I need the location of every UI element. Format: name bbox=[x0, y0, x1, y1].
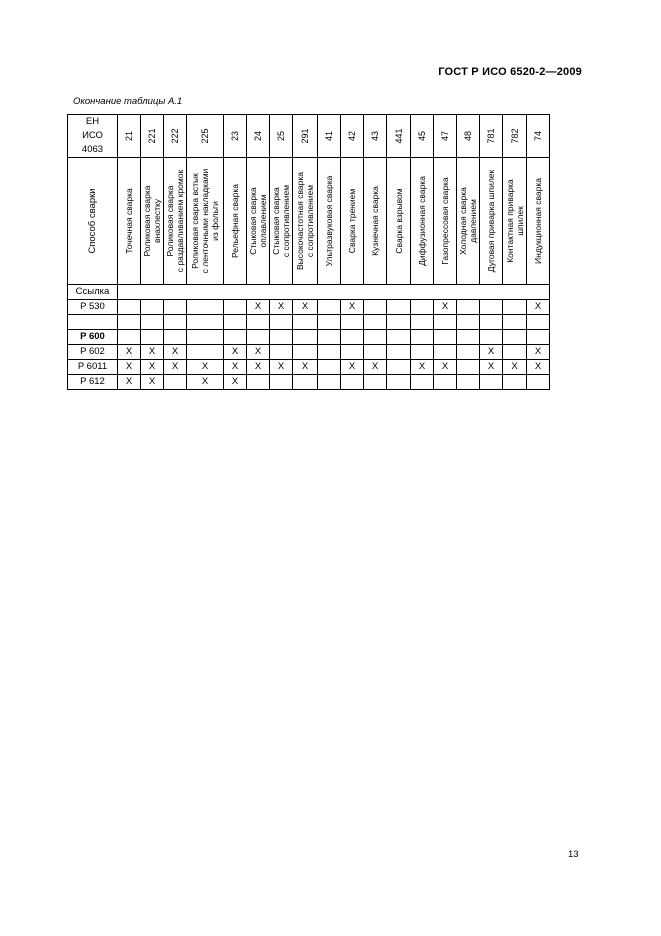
process-name-cell bbox=[293, 158, 318, 285]
mark-cell bbox=[318, 300, 341, 315]
process-code-cell bbox=[247, 115, 270, 158]
mark-cell bbox=[364, 315, 387, 330]
mark-cell bbox=[480, 315, 503, 330]
process-code-cell bbox=[527, 115, 550, 158]
mark-cell: X bbox=[503, 360, 527, 375]
mark-cell bbox=[411, 315, 434, 330]
mark-cell bbox=[270, 345, 293, 360]
mark-cell bbox=[457, 300, 480, 315]
mark-cell bbox=[318, 375, 341, 390]
table-row bbox=[68, 300, 550, 315]
mark-cell bbox=[364, 330, 387, 345]
process-code: 24 bbox=[253, 130, 263, 142]
header-row-processes bbox=[68, 158, 550, 285]
mark-cell bbox=[527, 375, 550, 390]
mark-cell bbox=[341, 315, 364, 330]
table-row bbox=[68, 315, 550, 330]
mark-cell bbox=[318, 330, 341, 345]
row-label: P 600 bbox=[68, 330, 118, 345]
mark-cell bbox=[480, 300, 503, 315]
mark-cell bbox=[503, 300, 527, 315]
mark-cell bbox=[341, 345, 364, 360]
table-row bbox=[68, 360, 550, 375]
row-label bbox=[68, 315, 118, 330]
process-code-cell bbox=[293, 115, 318, 158]
mark-cell: X bbox=[141, 360, 164, 375]
mark-cell bbox=[480, 375, 503, 390]
mark-cell bbox=[503, 315, 527, 330]
process-name: Диффузионная сварка bbox=[417, 176, 427, 266]
mark-cell bbox=[387, 315, 411, 330]
process-code: 45 bbox=[417, 130, 427, 142]
mark-cell bbox=[164, 375, 187, 390]
process-name-cell bbox=[247, 158, 270, 285]
mark-cell bbox=[503, 345, 527, 360]
process-code-cell bbox=[224, 115, 247, 158]
mark-cell: X bbox=[187, 375, 224, 390]
table-row bbox=[68, 375, 550, 390]
mark-cell bbox=[387, 375, 411, 390]
process-code-cell bbox=[480, 115, 503, 158]
mark-cell bbox=[457, 330, 480, 345]
process-name-cell bbox=[457, 158, 480, 285]
mark-cell bbox=[187, 315, 224, 330]
process-code-cell bbox=[270, 115, 293, 158]
process-code-cell bbox=[387, 115, 411, 158]
process-name: Точечная сварка bbox=[124, 188, 134, 254]
mark-cell bbox=[411, 300, 434, 315]
mark-cell bbox=[141, 315, 164, 330]
mark-cell bbox=[364, 300, 387, 315]
process-code: 291 bbox=[300, 128, 310, 144]
mark-cell bbox=[247, 315, 270, 330]
mark-cell: X bbox=[434, 300, 457, 315]
process-name-cell bbox=[270, 158, 293, 285]
process-code-cell bbox=[434, 115, 457, 158]
process-code: 74 bbox=[533, 130, 543, 142]
mark-cell bbox=[141, 330, 164, 345]
mark-cell bbox=[434, 315, 457, 330]
reference-label: Ссылка bbox=[68, 285, 118, 300]
mark-cell: X bbox=[141, 375, 164, 390]
process-code-cell bbox=[411, 115, 434, 158]
mark-cell bbox=[457, 360, 480, 375]
row-label: P 530 bbox=[68, 300, 118, 315]
mark-cell bbox=[187, 300, 224, 315]
mark-cell: X bbox=[527, 300, 550, 315]
reference-span-cell bbox=[118, 285, 550, 300]
process-code: 48 bbox=[463, 130, 473, 142]
mark-cell: X bbox=[293, 300, 318, 315]
mark-cell: X bbox=[224, 345, 247, 360]
process-name-cell bbox=[411, 158, 434, 285]
process-name: Контактная приварка шпилек bbox=[504, 179, 525, 263]
process-name: Рельефная сварка bbox=[230, 184, 240, 258]
mark-cell bbox=[527, 330, 550, 345]
mark-cell bbox=[411, 330, 434, 345]
mark-cell: X bbox=[247, 300, 270, 315]
process-name: Газопрессовая сварка bbox=[440, 177, 450, 265]
mark-cell bbox=[293, 330, 318, 345]
process-code: 782 bbox=[509, 128, 520, 144]
mark-cell bbox=[318, 360, 341, 375]
table-row bbox=[68, 345, 550, 360]
process-code: 221 bbox=[147, 128, 157, 144]
mark-cell bbox=[341, 330, 364, 345]
mark-cell bbox=[503, 375, 527, 390]
welding-process-table bbox=[67, 114, 550, 390]
process-name-cell bbox=[224, 158, 247, 285]
mark-cell bbox=[224, 330, 247, 345]
process-name: Кузнечная сварка bbox=[370, 186, 380, 256]
document-header: ГОСТ Р ИСО 6520-2—2009 bbox=[438, 66, 582, 78]
method-label-cell bbox=[68, 158, 118, 285]
process-name-cell bbox=[187, 158, 224, 285]
process-name-cell bbox=[503, 158, 527, 285]
mark-cell: X bbox=[341, 300, 364, 315]
mark-cell bbox=[164, 330, 187, 345]
process-code: 225 bbox=[200, 128, 210, 144]
mark-cell bbox=[457, 375, 480, 390]
mark-cell: X bbox=[118, 360, 141, 375]
process-name: Холодная сварка давлением bbox=[458, 187, 478, 255]
process-code-cell bbox=[364, 115, 387, 158]
mark-cell: X bbox=[480, 345, 503, 360]
mark-cell: X bbox=[118, 375, 141, 390]
process-name: Сварка трением bbox=[347, 188, 357, 254]
process-name: Роликовая сварка встык с ленточными накладками из фольги bbox=[190, 168, 220, 274]
process-code: 21 bbox=[124, 130, 134, 142]
process-name-cell bbox=[141, 158, 164, 285]
mark-cell bbox=[187, 345, 224, 360]
mark-cell bbox=[118, 300, 141, 315]
page-number: 13 bbox=[568, 849, 579, 860]
reference-row bbox=[68, 285, 550, 300]
process-name-cell bbox=[434, 158, 457, 285]
table-row bbox=[68, 330, 550, 345]
process-code: 25 bbox=[276, 130, 286, 142]
process-name: Роликовая сварка с раздавливанием кромок bbox=[165, 169, 185, 273]
process-name-cell bbox=[164, 158, 187, 285]
mark-cell: X bbox=[247, 360, 270, 375]
mark-cell bbox=[387, 300, 411, 315]
mark-cell bbox=[247, 330, 270, 345]
mark-cell bbox=[224, 300, 247, 315]
mark-cell: X bbox=[164, 360, 187, 375]
process-name: Индукционная сварка bbox=[533, 178, 543, 264]
mark-cell bbox=[411, 345, 434, 360]
mark-cell bbox=[480, 330, 503, 345]
process-code-cell bbox=[187, 115, 224, 158]
mark-cell bbox=[434, 330, 457, 345]
mark-cell: X bbox=[411, 360, 434, 375]
process-name: Ультразвуковая сварка bbox=[324, 175, 334, 267]
row-label: P 602 bbox=[68, 345, 118, 360]
mark-cell bbox=[318, 315, 341, 330]
mark-cell bbox=[341, 375, 364, 390]
mark-cell bbox=[293, 345, 318, 360]
process-code-cell bbox=[118, 115, 141, 158]
mark-cell: X bbox=[527, 360, 550, 375]
mark-cell bbox=[318, 345, 341, 360]
mark-cell: X bbox=[164, 345, 187, 360]
process-name-cell bbox=[318, 158, 341, 285]
process-name-cell bbox=[387, 158, 411, 285]
mark-cell: X bbox=[270, 360, 293, 375]
mark-cell bbox=[293, 375, 318, 390]
process-code: 47 bbox=[440, 130, 450, 142]
mark-cell bbox=[270, 375, 293, 390]
mark-cell bbox=[434, 345, 457, 360]
mark-cell bbox=[387, 360, 411, 375]
method-label: Способ сварки bbox=[86, 188, 98, 254]
process-name-cell bbox=[364, 158, 387, 285]
mark-cell bbox=[364, 375, 387, 390]
mark-cell bbox=[411, 375, 434, 390]
process-name: Дуговая приварка шпилек bbox=[486, 169, 496, 273]
process-code: 23 bbox=[230, 130, 240, 142]
mark-cell: X bbox=[341, 360, 364, 375]
mark-cell bbox=[247, 375, 270, 390]
mark-cell: X bbox=[527, 345, 550, 360]
mark-cell: X bbox=[434, 360, 457, 375]
row-label: P 612 bbox=[68, 375, 118, 390]
mark-cell bbox=[457, 315, 480, 330]
process-code: 222 bbox=[170, 128, 180, 144]
mark-cell: X bbox=[187, 360, 224, 375]
mark-cell bbox=[527, 315, 550, 330]
mark-cell: X bbox=[224, 375, 247, 390]
row-label: P 6011 bbox=[68, 360, 118, 375]
process-code-cell bbox=[341, 115, 364, 158]
mark-cell bbox=[293, 315, 318, 330]
mark-cell bbox=[164, 300, 187, 315]
mark-cell: X bbox=[247, 345, 270, 360]
mark-cell bbox=[457, 345, 480, 360]
standard-label-cell: ЕН ИСО 4063 bbox=[68, 115, 118, 158]
mark-cell bbox=[434, 375, 457, 390]
process-code: 42 bbox=[347, 130, 357, 142]
process-name-cell bbox=[341, 158, 364, 285]
mark-cell: X bbox=[293, 360, 318, 375]
mark-cell: X bbox=[364, 360, 387, 375]
process-code-cell bbox=[503, 115, 527, 158]
process-code: 43 bbox=[370, 130, 380, 142]
process-name: Сварка взрывом bbox=[393, 188, 404, 254]
mark-cell bbox=[224, 315, 247, 330]
mark-cell bbox=[164, 315, 187, 330]
mark-cell: X bbox=[224, 360, 247, 375]
mark-cell: X bbox=[270, 300, 293, 315]
mark-cell bbox=[187, 330, 224, 345]
process-code: 781 bbox=[486, 128, 496, 144]
mark-cell: X bbox=[141, 345, 164, 360]
process-code: 41 bbox=[324, 130, 334, 142]
mark-cell bbox=[118, 330, 141, 345]
process-code-cell bbox=[141, 115, 164, 158]
mark-cell bbox=[503, 330, 527, 345]
process-code-cell bbox=[164, 115, 187, 158]
mark-cell bbox=[364, 345, 387, 360]
table-caption: Окончание таблицы А.1 bbox=[73, 96, 183, 107]
mark-cell: X bbox=[480, 360, 503, 375]
process-name: Стыковая сварка оплавлением bbox=[248, 187, 268, 255]
process-name: Стыковая сварка с сопротивлением bbox=[271, 184, 291, 258]
process-code-cell bbox=[457, 115, 480, 158]
process-name: Роликовая сварка внахлестку bbox=[142, 185, 162, 257]
mark-cell bbox=[387, 345, 411, 360]
process-name-cell bbox=[118, 158, 141, 285]
process-name-cell bbox=[480, 158, 503, 285]
process-name: Высокочастотная сварка с сопротивлением bbox=[295, 172, 315, 270]
mark-cell bbox=[141, 300, 164, 315]
header-row-codes bbox=[68, 115, 550, 158]
mark-cell: X bbox=[118, 345, 141, 360]
mark-cell bbox=[118, 315, 141, 330]
process-code-cell bbox=[318, 115, 341, 158]
mark-cell bbox=[270, 330, 293, 345]
mark-cell bbox=[270, 315, 293, 330]
mark-cell bbox=[387, 330, 411, 345]
process-code: 441 bbox=[393, 128, 404, 144]
process-name-cell bbox=[527, 158, 550, 285]
